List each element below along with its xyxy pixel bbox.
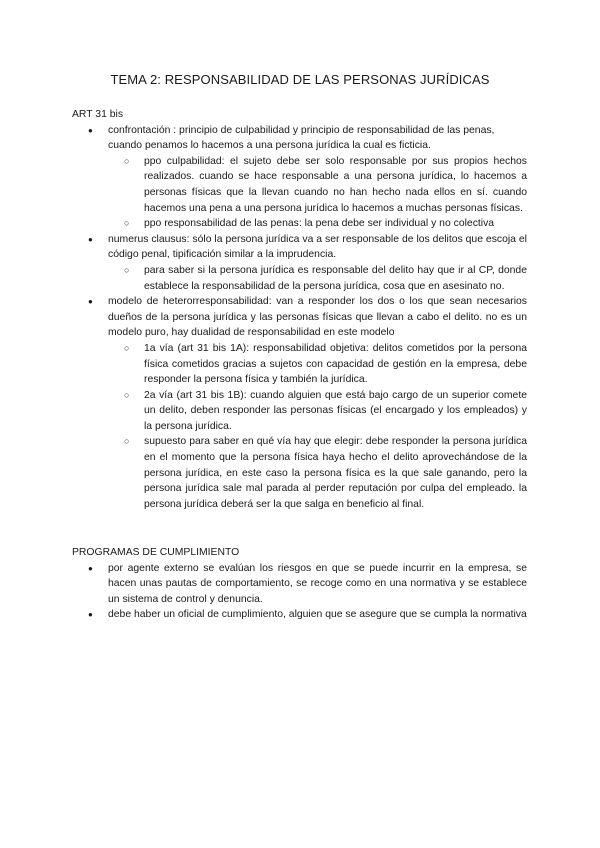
list-item-text: ● confrontación : principio de culpabilidad y principio de responsabilidad de las penas, cuando penamos lo hacemos a una persona jurídica la cual es ficticia. (108, 124, 495, 152)
list-item-text: ● por agente externo se evalúan los riesgos en que se puede incurrir en la empresa, se hacen unas pautas de comportamiento, se recoge como en una normativa y se establece un sistema de control y denuncia. (108, 562, 527, 605)
list-item (72, 123, 527, 232)
list-item (72, 607, 527, 623)
sub-list-item: ○ supuesto para saber en qué vía hay que elegir: debe responder la persona jurídica en el momento que la persona física haya hecho el delito aprovechándose de la persona jurídica, en este caso la persona física es la que sale ganando, pero la persona jurídica sale mal parada al perder reputación por culpa del empleado. la persona jurídica deberá ser la que salga en beneficio al final. (144, 434, 527, 512)
section-heading: PROGRAMAS DE CUMPLIMIENTO (72, 547, 240, 558)
bullet-list (72, 123, 532, 513)
section-heading: ART 31 bis (72, 109, 124, 120)
sub-bullet-list (144, 154, 527, 232)
list-item (72, 294, 527, 512)
bullet-list (72, 561, 532, 623)
list-item-text: ● debe haber un oficial de cumplimiento, alguien que se asegure que se cumpla la normativa (108, 609, 527, 621)
page-title: TEMA 2: RESPONSABILIDAD DE LAS PERSONAS JURÍDICAS (110, 72, 490, 87)
sub-list-item: ○ ppo culpabilidad: el sujeto debe ser solo responsable por sus propios hechos realizados. cuando se hace responsable a una persona jurídica, lo hacemos a personas físicas que la llevan cuando no han hecho nada ellos en sí. cuando hacemos una pena a una persona jurídica lo hacemos a muchas personas físicas. (144, 154, 527, 216)
section-programas-de-cumplimiento (72, 545, 532, 623)
sub-list-item: ○ ppo responsabilidad de las penas: la pena debe ser individual y no colectiva (144, 216, 527, 232)
sub-list-item: ○ para saber si la persona jurídica es responsable del delito hay que ir al CP, donde establece la responsabilidad de la persona jurídica, cosa que en asesinato no. (144, 263, 527, 294)
sub-bullet-list (144, 263, 527, 294)
section-art-31-bis (72, 107, 532, 512)
list-item (72, 232, 527, 294)
sub-list-item: ○ 1a vía (art 31 bis 1A): responsabilidad objetiva: delitos cometidos por la persona física cometidos gracias a sujetos con capacidad de gestión en la empresa, debe responder la persona física y también la jurídica. (144, 341, 527, 388)
list-item-text: ● numerus clausus: sólo la persona jurídica va a ser responsable de los delitos que escoja el código penal, tipificación similar a la imprudencia. (108, 233, 527, 261)
sub-list-item: ○ 2a vía (art 31 bis 1B): cuando alguien que está bajo cargo de un superior comete un delito, deben responder las personas físicas (el encargado y los empleados) y la persona jurídica. (144, 388, 527, 435)
sub-bullet-list (144, 341, 527, 513)
list-item-text: ● modelo de heterorresponsabilidad: van a responder los dos o los que sean necesarios dueños de la persona jurídica y las personas físicas que llevan a cabo el delito. no es un modelo puro, hay dualidad de responsabilidad en este modelo (108, 296, 527, 339)
list-item (72, 561, 527, 608)
